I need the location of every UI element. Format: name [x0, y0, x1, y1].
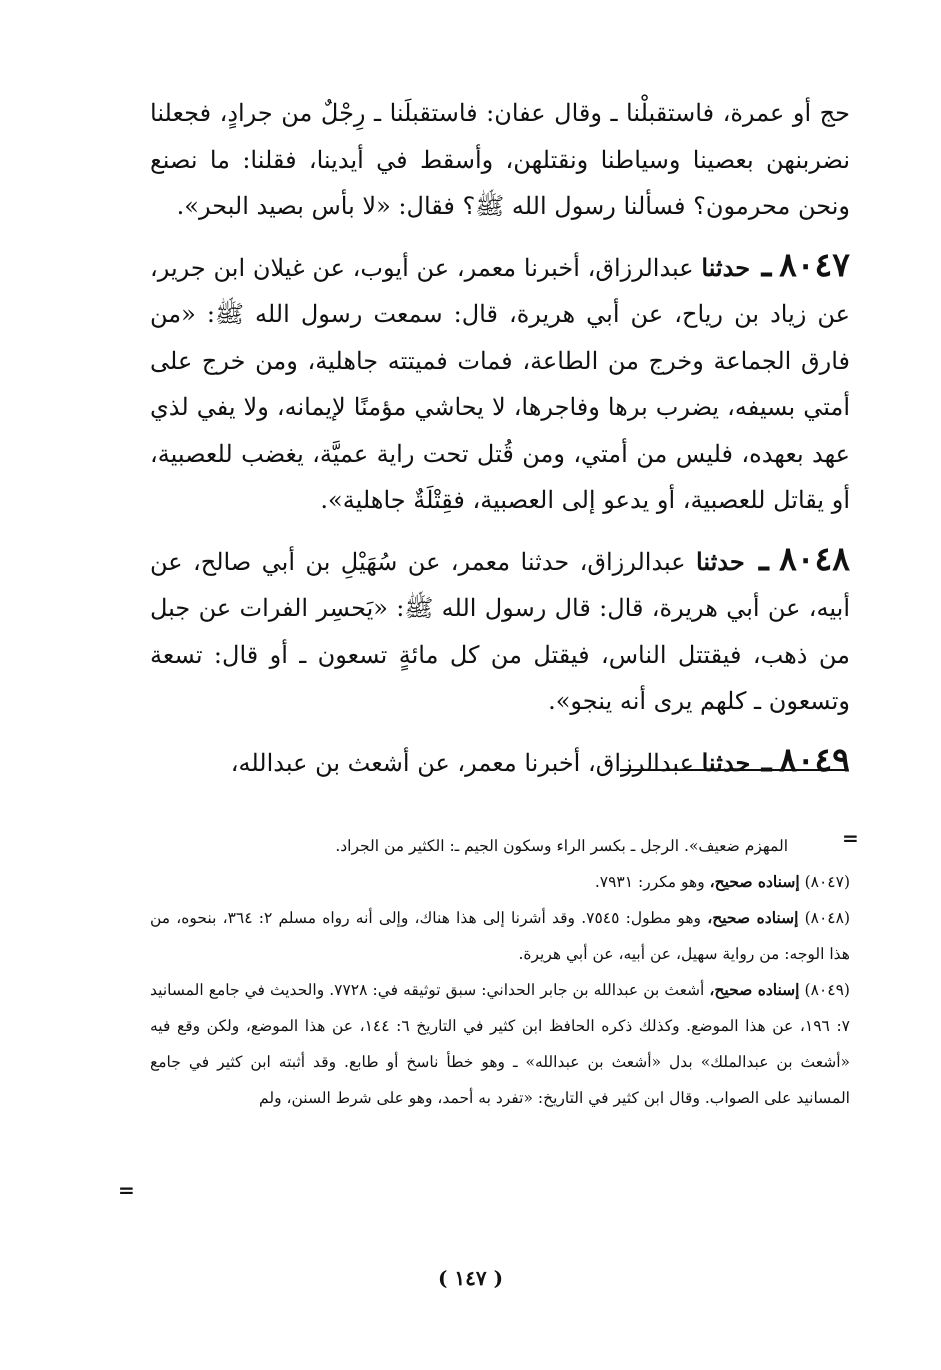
hadith-paragraph: ٨٠٤٧ ـ حدثنا عبدالرزاق، أخبرنا معمر، عن أيوب، عن غيلان ابن جرير، عن زياد بن رياح، عن أبي هريرة، قال: سمعت رسول الله ﷺ: «من فارق الجماعة وخرج من الطاعة، فمات فميتته جاهلية، ومن خرج على أمتي بسيفه، يضرب برها وفاجرها، لا يحاشي مؤمنًا لإيمانه، ولا يفي لذي عهد بعهده، فليس من أمتي، ومن قُتل تحت راية عميَّة، يغضب للعصبية، أو يقاتل للعصبية، أو يدعو إلى العصبية، فقِتْلَةٌ جاهلية».: [150, 244, 850, 514]
main-text: [150, 90, 850, 798]
footnote-lead: إسناده صحيح،: [709, 980, 800, 999]
footnote: [150, 900, 850, 972]
footnote: [150, 864, 850, 900]
footnote-text: وهو مكرر: ٧٩٣١.: [594, 873, 705, 891]
footnote: [150, 972, 850, 1116]
footnote: [150, 828, 850, 864]
paragraph-text: عبدالرزاق، أخبرنا معمر، عن أيوب، عن غيلان ابن جرير، عن زياد بن رياح، عن أبي هريرة، قال: سمعت رسول الله ﷺ: «من فارق الجماعة وخرج من الطاعة، فمات فميتته جاهلية، ومن خرج على أمتي بسيفه، يضرب برها وفاجرها، لا يحاشي مؤمنًا لإيمانه، ولا يفي لذي عهد بعهده، فليس من أمتي، ومن قُتل تحت راية عميَّة، يغضب للعصبية، أو يقاتل للعصبية، أو يدعو إلى العصبية، فقِتْلَةٌ جاهلية».: [150, 253, 850, 514]
hadith-lead-word: حدثنا: [701, 747, 751, 777]
hadith-lead-word: حدثنا: [696, 546, 745, 576]
page-number: ( ١٤٧ ): [437, 1266, 504, 1290]
hadith-number: ٨٠٤٧: [779, 244, 850, 284]
hadith-paragraph: ٨٠٤٨ ـ حدثنا عبدالرزاق، حدثنا معمر، عن سُهَيْلِ بن أبي صالح، عن أبيه، عن أبي هريرة، قال: قال رسول الله ﷺ: «يَحسِر الفرات عن جبل من ذهب، فيقتتل الناس، فيقتل من كل مائةٍ تسعون ـ أو قال: تسعة وتسعون ـ كلهم يرى أنه ينجو».: [150, 538, 850, 715]
footnote-ref: (٨٠٤٩): [804, 981, 850, 999]
hadith-number: ٨٠٤٩: [779, 739, 850, 779]
footnotes: [150, 828, 850, 1116]
footnote-ref: (٨٠٤٨): [804, 909, 851, 927]
footnote-ref: (٨٠٤٧): [804, 873, 850, 891]
continuation-mark: =: [842, 826, 859, 850]
hadith-number: ٨٠٤٨: [779, 538, 850, 578]
hadith-lead-word: حدثنا: [701, 252, 751, 282]
paragraph-text: عبدالرزاق، حدثنا معمر، عن سُهَيْلِ بن أبي صالح، عن أبيه، عن أبي هريرة، قال: قال رسول الله ﷺ: «يَحسِر الفرات عن جبل من ذهب، فيقتتل الناس، فيقتل من كل مائةٍ تسعون ـ أو قال: تسعة وتسعون ـ كلهم يرى أنه ينجو».: [150, 547, 850, 715]
footnote-divider: [620, 769, 848, 771]
footnote-text: وهو مطول: ٧٥٤٥. وقد أشرنا إلى هذا هناك، وإلى أنه رواه مسلم ٢: ٣٦٤، بنحوه، من هذا الوجه: من رواية سهيل، عن أبيه، عن أبي هريرة.: [150, 909, 850, 963]
paragraph-text: عبدالرزاق، أخبرنا معمر، عن أشعث بن عبدالله،: [230, 748, 694, 777]
footnote-lead: إسناده صحيح،: [709, 872, 800, 891]
footnote-text: المهزم ضعيف». الرجل ـ بكسر الراء وسكون الجيم ـ: الكثير من الجراد.: [335, 837, 788, 855]
hadith-paragraph: [150, 90, 850, 230]
paragraph-text: حج أو عمرة، فاستقبلْنا ـ وقال عفان: فاستقبلَنا ـ رِجْلٌ من جرادٍ، فجعلنا نضربنهن بعصينا وسياطنا ونقتلهن، وأسقط في أيدينا، فقلنا: ما نصنع ونحن محرمون؟ فسألنا رسول الله ﷺ؟ فقال: «لا بأس بصيد البحر».: [150, 99, 850, 220]
footnote-lead: إسناده صحيح،: [707, 908, 799, 927]
footnote-text: أشعث بن عبدالله بن جابر الحداني: سبق توثيقه في: ٧٧٢٨. والحديث في جامع المسانيد ٧: ١٩٦، عن هذا الموضع. وكذلك ذكره الحافظ ابن كثير في التاريخ ٦: ١٤٤، عن هذا الموضع، ولكن وقع فيه «أشعث بن عبدالملك» بدل «أشعث بن عبدالله» ـ وهو خطأ ناسخ أو طابع. وقد أثبته ابن كثير في جامع المسانيد على الصواب. وقال ابن كثير في التاريخ: «تفرد به أحمد، وهو على شرط السنن، ولم: [150, 981, 850, 1107]
hadith-paragraph: ٨٠٤٩ ـ حدثنا عبدالرزاق، أخبرنا معمر، عن أشعث بن عبدالله،: [230, 739, 850, 779]
continuation-mark: =: [118, 1178, 135, 1202]
